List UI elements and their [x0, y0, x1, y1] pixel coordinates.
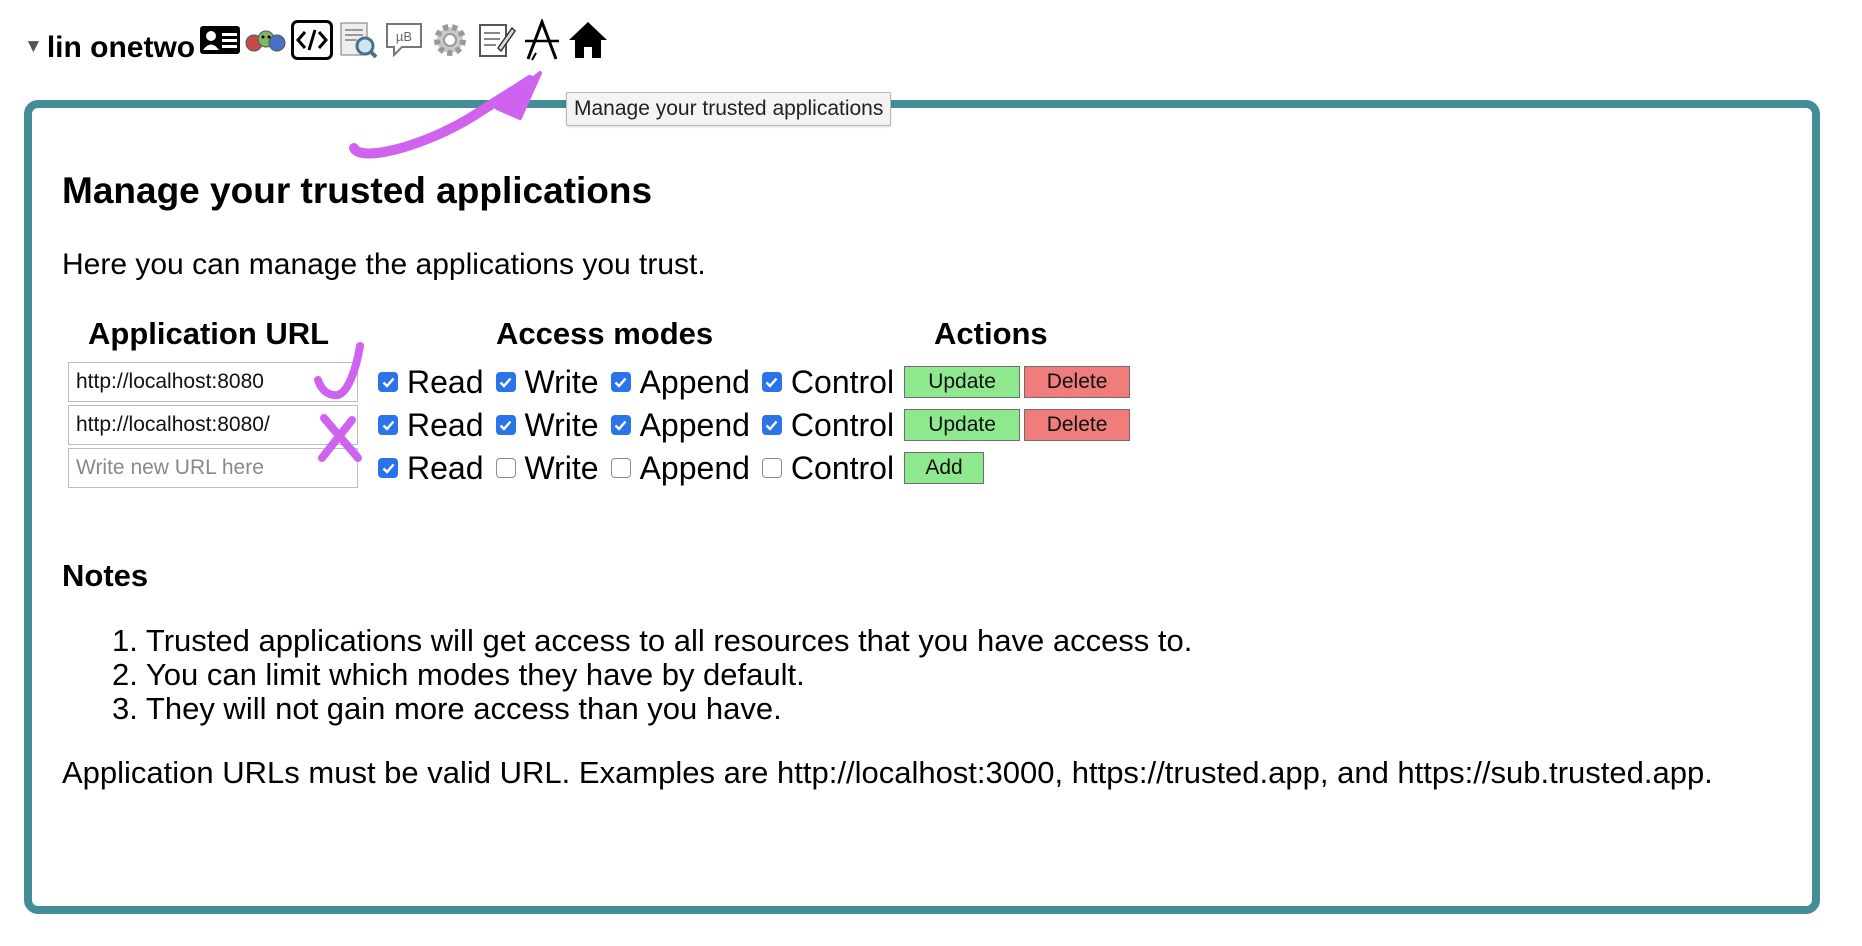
append-label: Append: [639, 449, 750, 486]
row-actions: [904, 366, 1130, 398]
column-header-modes: Access modes: [496, 316, 714, 351]
username-label[interactable]: lin onetwo: [46, 31, 196, 64]
control-label: Control: [790, 449, 895, 486]
read-checkbox[interactable]: [378, 415, 398, 435]
control-checkbox[interactable]: [762, 458, 782, 478]
delete-button[interactable]: Delete: [1024, 366, 1130, 398]
note-text: You can limit which modes they have by default.: [145, 657, 805, 692]
mode-read: [376, 407, 484, 444]
trusted-apps-icon[interactable]: [519, 17, 565, 63]
app-url-input[interactable]: [68, 362, 358, 402]
list-item: 1. Trusted applications will get access to all resources that you have access to.: [112, 623, 1193, 658]
notes-list: [112, 624, 1192, 726]
mode-control: [760, 364, 894, 401]
contacts-icon[interactable]: [243, 17, 289, 63]
search-document-icon[interactable]: [335, 17, 381, 63]
mode-control: [760, 450, 894, 487]
mode-control: [760, 407, 894, 444]
mode-read: [376, 364, 484, 401]
svg-text:µB: µB: [396, 29, 413, 44]
mode-write: [494, 450, 599, 487]
access-modes: [376, 450, 904, 487]
app-url-input[interactable]: [68, 405, 358, 445]
update-button[interactable]: Update: [904, 409, 1020, 441]
append-label: Append: [639, 363, 750, 400]
column-header-url: Application URL: [88, 316, 330, 351]
toolbar-icons: [197, 17, 611, 63]
trusted-apps-panel: [24, 100, 1820, 914]
read-label: Read: [407, 449, 484, 486]
user-toolbar: [24, 14, 611, 74]
mode-append: [609, 407, 750, 444]
append-checkbox[interactable]: [611, 458, 631, 478]
note-text: They will not gain more access than you have.: [145, 691, 782, 726]
write-label: Write: [524, 363, 599, 400]
list-item: 3. They will not gain more access than you have.: [112, 691, 782, 726]
control-checkbox[interactable]: [762, 372, 782, 392]
new-app-row: [68, 446, 984, 490]
add-button[interactable]: Add: [904, 452, 984, 484]
source-code-icon[interactable]: [289, 17, 335, 63]
column-header-actions: Actions: [934, 316, 1048, 351]
read-checkbox[interactable]: [378, 458, 398, 478]
write-checkbox[interactable]: [496, 415, 516, 435]
append-checkbox[interactable]: [611, 372, 631, 392]
tooltip: Manage your trusted applications: [566, 92, 891, 126]
list-item: 2. You can limit which modes they have by default.: [112, 657, 805, 692]
new-app-url-input[interactable]: [68, 448, 358, 488]
url-examples-text: Application URLs must be valid URL. Examples are http://localhost:3000, https://trusted.app, and https://sub.trusted.app.: [62, 755, 1713, 790]
update-button[interactable]: Update: [904, 366, 1020, 398]
write-label: Write: [524, 406, 599, 443]
append-label: Append: [639, 406, 750, 443]
edit-document-icon[interactable]: [473, 17, 519, 63]
settings-gear-icon[interactable]: [427, 17, 473, 63]
row-actions: [904, 452, 984, 484]
control-label: Control: [790, 363, 895, 400]
mode-append: [609, 450, 750, 487]
intro-text: Here you can manage the applications you trust.: [62, 248, 706, 281]
write-checkbox[interactable]: [496, 372, 516, 392]
table-row: [68, 403, 1130, 447]
read-label: Read: [407, 406, 484, 443]
control-label: Control: [790, 406, 895, 443]
row-actions: [904, 409, 1130, 441]
access-modes: [376, 407, 904, 444]
access-modes: [376, 364, 904, 401]
home-icon[interactable]: [565, 17, 611, 63]
write-label: Write: [524, 449, 599, 486]
read-label: Read: [407, 363, 484, 400]
profile-card-icon[interactable]: [197, 17, 243, 63]
notes-heading: Notes: [62, 558, 149, 593]
table-row: [68, 360, 1130, 404]
delete-button[interactable]: Delete: [1024, 409, 1130, 441]
mode-append: [609, 364, 750, 401]
control-checkbox[interactable]: [762, 415, 782, 435]
page-title: Manage your trusted applications: [62, 170, 653, 211]
disclosure-triangle-icon[interactable]: ▼: [24, 36, 43, 57]
append-checkbox[interactable]: [611, 415, 631, 435]
mode-write: [494, 364, 599, 401]
mode-write: [494, 407, 599, 444]
mode-read: [376, 450, 484, 487]
write-checkbox[interactable]: [496, 458, 516, 478]
note-text: Trusted applications will get access to all resources that you have access to.: [145, 623, 1193, 658]
mb-storage-icon[interactable]: [381, 17, 427, 63]
read-checkbox[interactable]: [378, 372, 398, 392]
